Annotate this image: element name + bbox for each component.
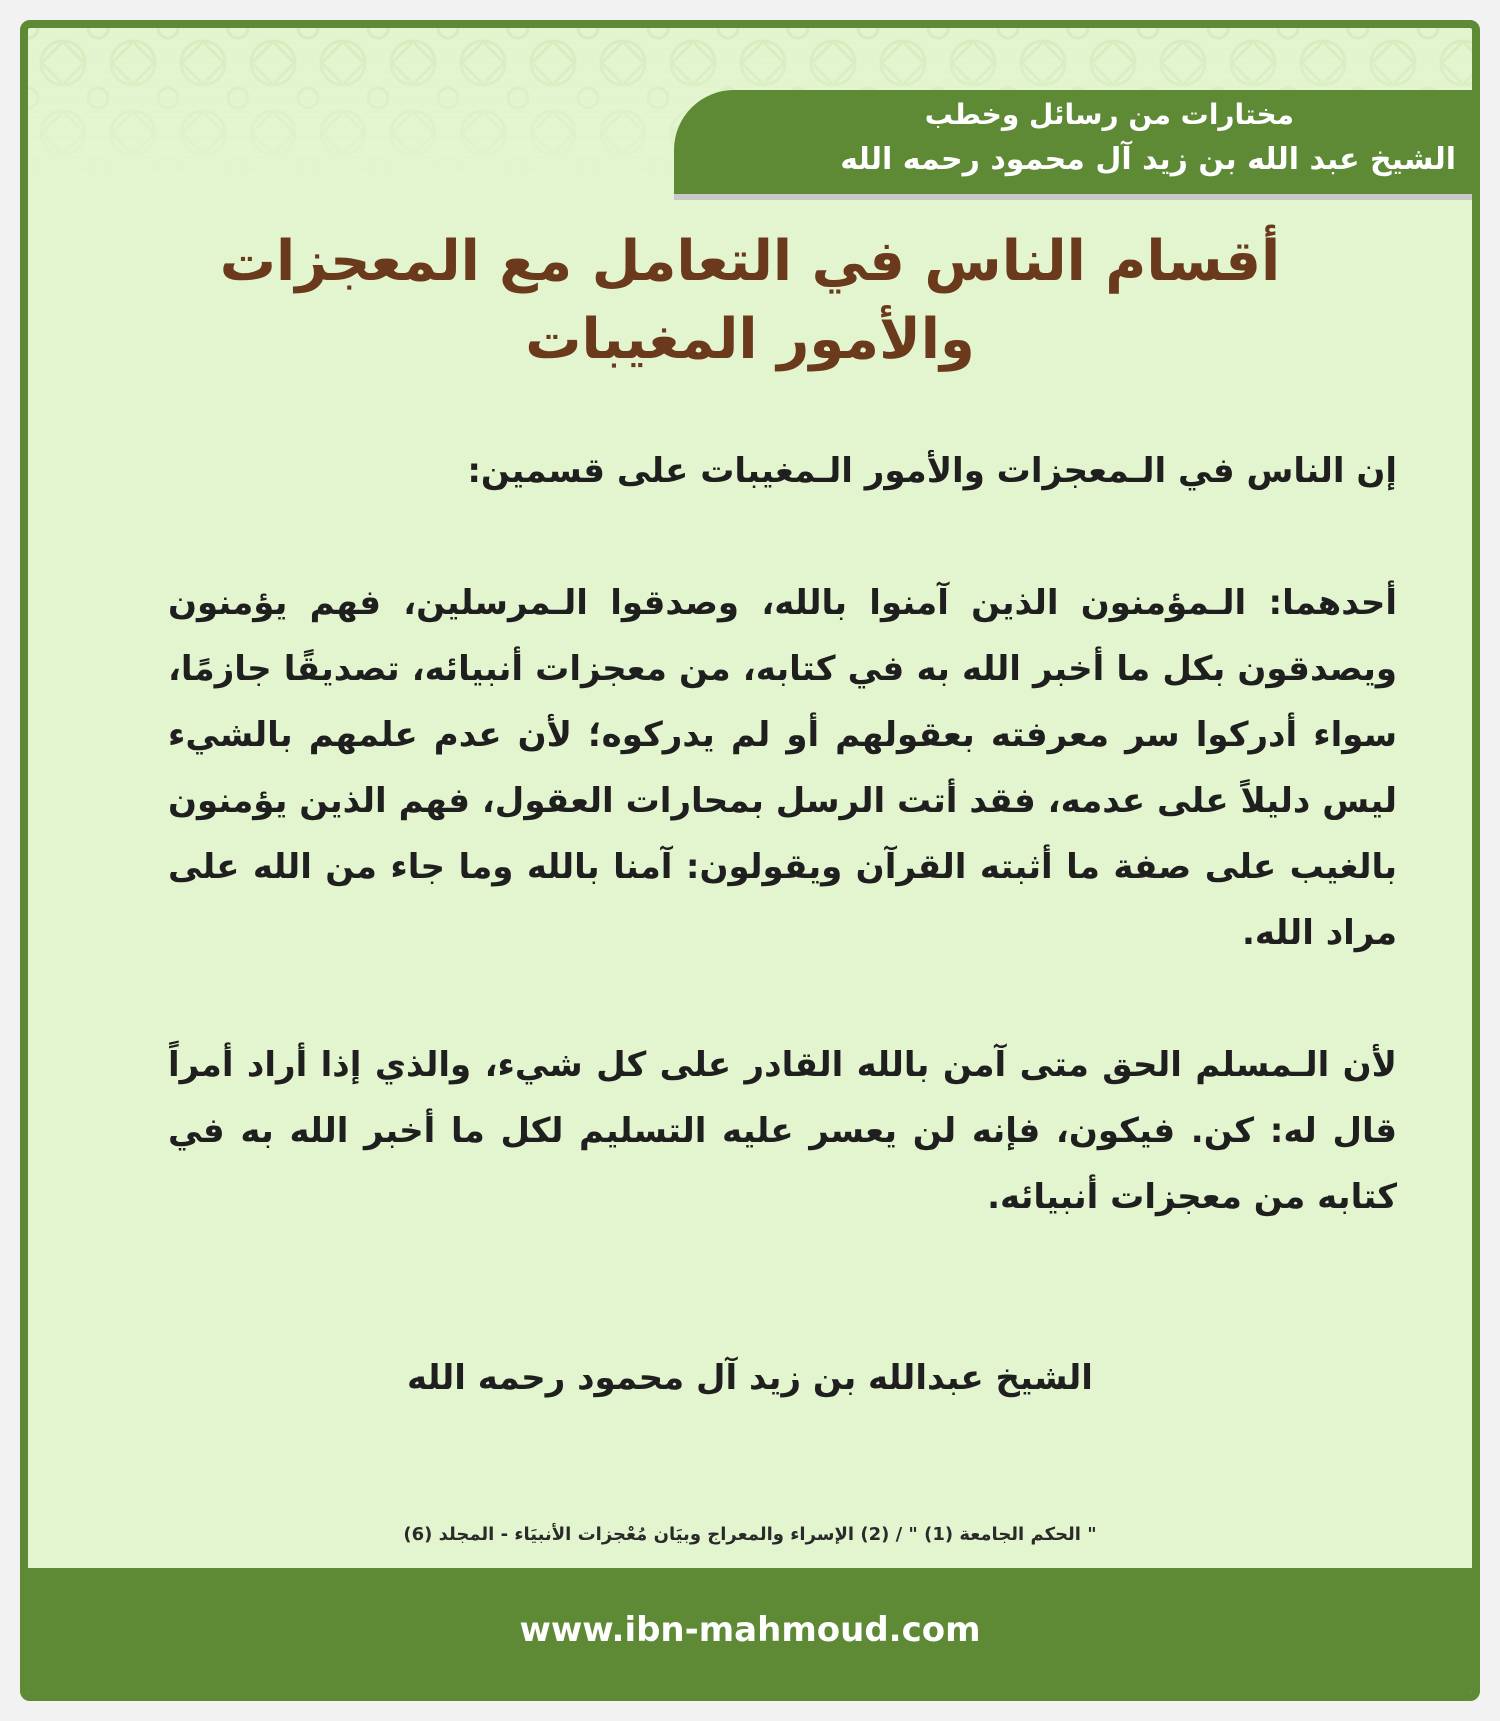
paragraph-first-group: أحدهما: الـمؤمنون الذين آمنوا بالله، وصدقوا الـمرسلين، فهم يؤمنون ويصدقون بكل ما أخبر الله به في كتابه، من معجزات أنبيائه، تصديقًا جازمًا، سواء أدركوا سر معرفته بعقولهم أو لم يدركوه؛ لأن عدم علمهم بالشيء ليس دليلاً على عدمه، فقد أتت الرسل بمحارات العقول، فهم الذين يؤمنون بالغيب على صفة ما أثبته القرآن ويقولون: آمنا بالله وما جاء من الله على مراد الله. — [168, 583, 1397, 953]
paragraph-reason: لأن الـمسلم الحق متى آمن بالله القادر على كل شيء، والذي إذا أراد أمراً قال له: كن. فيكون، فإنه لن يعسر عليه التسليم لكل ما أخبر الله به في كتابه من معجزات أنبيائه. — [168, 1045, 1397, 1217]
paragraph-intro: إن الناس في الـمعجزات والأمور الـمغيبات على قسمين: — [467, 451, 1397, 491]
article-body — [168, 438, 1397, 1296]
header-banner — [674, 90, 1474, 200]
website-link[interactable]: www.ibn-mahmoud.com — [519, 1610, 981, 1650]
poster-card — [20, 20, 1480, 1701]
author-signature: الشيخ عبدالله بن زيد آل محمود رحمه الله — [407, 1358, 1093, 1398]
header-series-title: مختارات من رسائل وخطب — [924, 98, 1294, 131]
page-title: أقسام الناس في التعامل مع المعجزات والأمور المغيبات — [219, 229, 1281, 372]
source-citation: " الحكم الجامعة (1) " / (2) الإسراء والمعراج وبيَان مُعْجزات الأنبيَاء - المجلد (6) — [403, 1524, 1097, 1545]
header-author: الشيخ عبد الله بن زيد آل محمود رحمه الله — [840, 142, 1456, 177]
footer-bar — [28, 1568, 1472, 1693]
